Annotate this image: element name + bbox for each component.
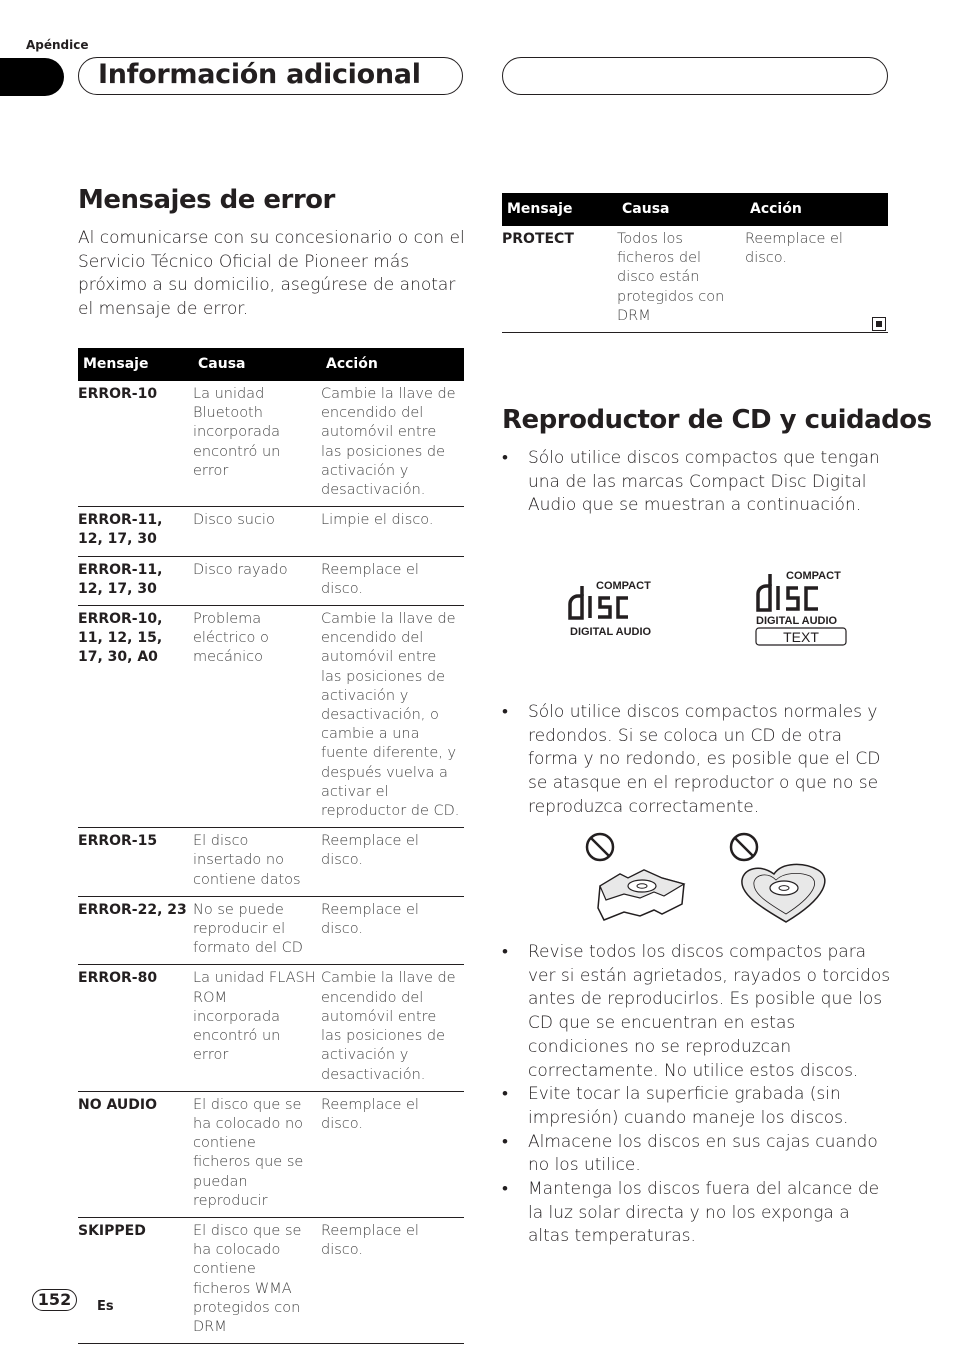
error-action-cell: Cambie la llave de encendido del automóvil entre las posiciones de activación y desactivación, o cambie a una fuente diferente, y después vuelva a activar el reproductor de CD. bbox=[321, 606, 464, 828]
page-number: 152 bbox=[32, 1289, 77, 1311]
error-cause-cell: El disco insertado no contiene datos bbox=[193, 828, 321, 897]
error-message-cell: ERROR-11, 12, 17, 30 bbox=[78, 507, 193, 556]
error-cause-cell: No se puede reproducir el formato del CD bbox=[193, 896, 321, 965]
error-action-cell: Reemplace el disco. bbox=[321, 556, 464, 605]
header-mensaje: Mensaje bbox=[78, 348, 193, 381]
heart-disc-prohibited-illustration bbox=[726, 830, 836, 926]
error-action-cell: Reemplace el disco. bbox=[745, 226, 888, 333]
svg-text:TEXT: TEXT bbox=[783, 629, 819, 645]
header-accion: Acción bbox=[321, 348, 464, 381]
header-causa: Causa bbox=[193, 348, 321, 381]
table-row bbox=[78, 965, 464, 1091]
error-cause-cell: Problema eléctrico o mecánico bbox=[193, 606, 321, 828]
error-cause-cell: Todos los ficheros del disco están protegidos con DRM bbox=[617, 226, 745, 333]
error-action-cell: Reemplace el disco. bbox=[321, 1217, 464, 1343]
error-cause-cell: Disco rayado bbox=[193, 556, 321, 605]
header-causa: Causa bbox=[617, 193, 745, 226]
list-item: • Evite tocar la superficie grabada (sin impresión) cuando maneje los discos. bbox=[502, 1083, 894, 1130]
end-of-section-mark bbox=[872, 317, 886, 331]
cd-bullets-3 bbox=[502, 941, 894, 1249]
header-mensaje: Mensaje bbox=[502, 193, 617, 226]
error-message-cell: ERROR-15 bbox=[78, 828, 193, 897]
error-section-intro: Al comunicarse con su concesionario o con el Servicio Técnico Oficial de Pioneer más próximo a su domicilio, asegúrese de anotar el mensaje de error. bbox=[78, 228, 465, 320]
error-cause-cell: Disco sucio bbox=[193, 507, 321, 556]
table-row bbox=[78, 828, 464, 897]
error-cause-cell: La unidad FLASH ROM incorporada encontró un error bbox=[193, 965, 321, 1091]
list-item: • Almacene los discos en sus cajas cuando no los utilice. bbox=[502, 1131, 894, 1178]
table-row bbox=[78, 896, 464, 965]
cd-bullets-1 bbox=[502, 447, 894, 518]
table-row bbox=[78, 606, 464, 828]
table-header-row bbox=[502, 193, 888, 226]
error-action-cell: Limpie el disco. bbox=[321, 507, 464, 556]
section-tab-marker bbox=[0, 58, 64, 96]
table-row bbox=[78, 507, 464, 556]
error-cause-cell: El disco que se ha colocado contiene ficheros WMA protegidos con DRM bbox=[193, 1217, 321, 1343]
table-header-row bbox=[78, 348, 464, 381]
error-table bbox=[78, 348, 464, 1344]
table-row bbox=[502, 226, 888, 333]
list-item: • Sólo utilice discos compactos normales y redondos. Si se coloca un CD de otra forma y no redondo, es posible que el CD se atasque en el reproductor o que no se reproduzca correctamente. bbox=[502, 701, 894, 820]
error-message-cell: ERROR-10 bbox=[78, 381, 193, 507]
table-row bbox=[78, 556, 464, 605]
list-item: • Mantenga los discos fuera del alcance de la luz solar directa y no los exponga a altas temperaturas. bbox=[502, 1178, 894, 1249]
table-row bbox=[78, 1091, 464, 1217]
section-title: Información adicional bbox=[98, 59, 421, 90]
table-row bbox=[78, 1217, 464, 1343]
appendix-label: Apéndice bbox=[26, 38, 89, 52]
error-message-cell: ERROR-11, 12, 17, 30 bbox=[78, 556, 193, 605]
cd-section-title: Reproductor de CD y cuidados bbox=[502, 405, 932, 435]
svg-text:DIGITAL AUDIO: DIGITAL AUDIO bbox=[570, 626, 652, 638]
error-message-cell: ERROR-22, 23 bbox=[78, 896, 193, 965]
error-cause-cell: El disco que se ha colocado no contiene ficheros que se puedan reproducir bbox=[193, 1091, 321, 1217]
svg-text:COMPACT: COMPACT bbox=[786, 570, 841, 582]
header-right-frame bbox=[502, 57, 888, 95]
error-table-continued bbox=[502, 193, 888, 333]
irregular-disc-prohibited-illustration bbox=[584, 830, 694, 926]
cd-bullets-2 bbox=[502, 701, 894, 820]
language-code: Es bbox=[97, 1299, 114, 1314]
error-action-cell: Cambie la llave de encendido del automóvil entre las posiciones de activación y desactivación. bbox=[321, 381, 464, 507]
error-action-cell: Reemplace el disco. bbox=[321, 828, 464, 897]
error-section-title: Mensajes de error bbox=[78, 185, 335, 215]
header-accion: Acción bbox=[745, 193, 888, 226]
svg-text:COMPACT: COMPACT bbox=[596, 580, 651, 592]
error-cause-cell: La unidad Bluetooth incorporada encontró un error bbox=[193, 381, 321, 507]
error-action-cell: Reemplace el disco. bbox=[321, 896, 464, 965]
list-item: • Revise todos los discos compactos para ver si están agrietados, rayados o torcidos antes de reproducirlos. Es posible que los CD que se encuentran en estas condiciones no se reproduzcan correctamente. No utilice estos discos. bbox=[502, 941, 894, 1083]
error-message-cell: ERROR-80 bbox=[78, 965, 193, 1091]
error-message-cell: PROTECT bbox=[502, 226, 617, 333]
error-action-cell: Reemplace el disco. bbox=[321, 1091, 464, 1217]
compact-disc-text-logo bbox=[754, 568, 850, 650]
svg-text:DIGITAL AUDIO: DIGITAL AUDIO bbox=[756, 615, 838, 627]
compact-disc-digital-audio-logo bbox=[566, 578, 666, 640]
list-item: • Sólo utilice discos compactos que tengan una de las marcas Compact Disc Digital Audio que se muestran a continuación. bbox=[502, 447, 894, 518]
table-row bbox=[78, 381, 464, 507]
error-message-cell: ERROR-10, 11, 12, 15, 17, 30, A0 bbox=[78, 606, 193, 828]
error-action-cell: Cambie la llave de encendido del automóvil entre las posiciones de activación y desactivación. bbox=[321, 965, 464, 1091]
error-message-cell: SKIPPED bbox=[78, 1217, 193, 1343]
error-message-cell: NO AUDIO bbox=[78, 1091, 193, 1217]
